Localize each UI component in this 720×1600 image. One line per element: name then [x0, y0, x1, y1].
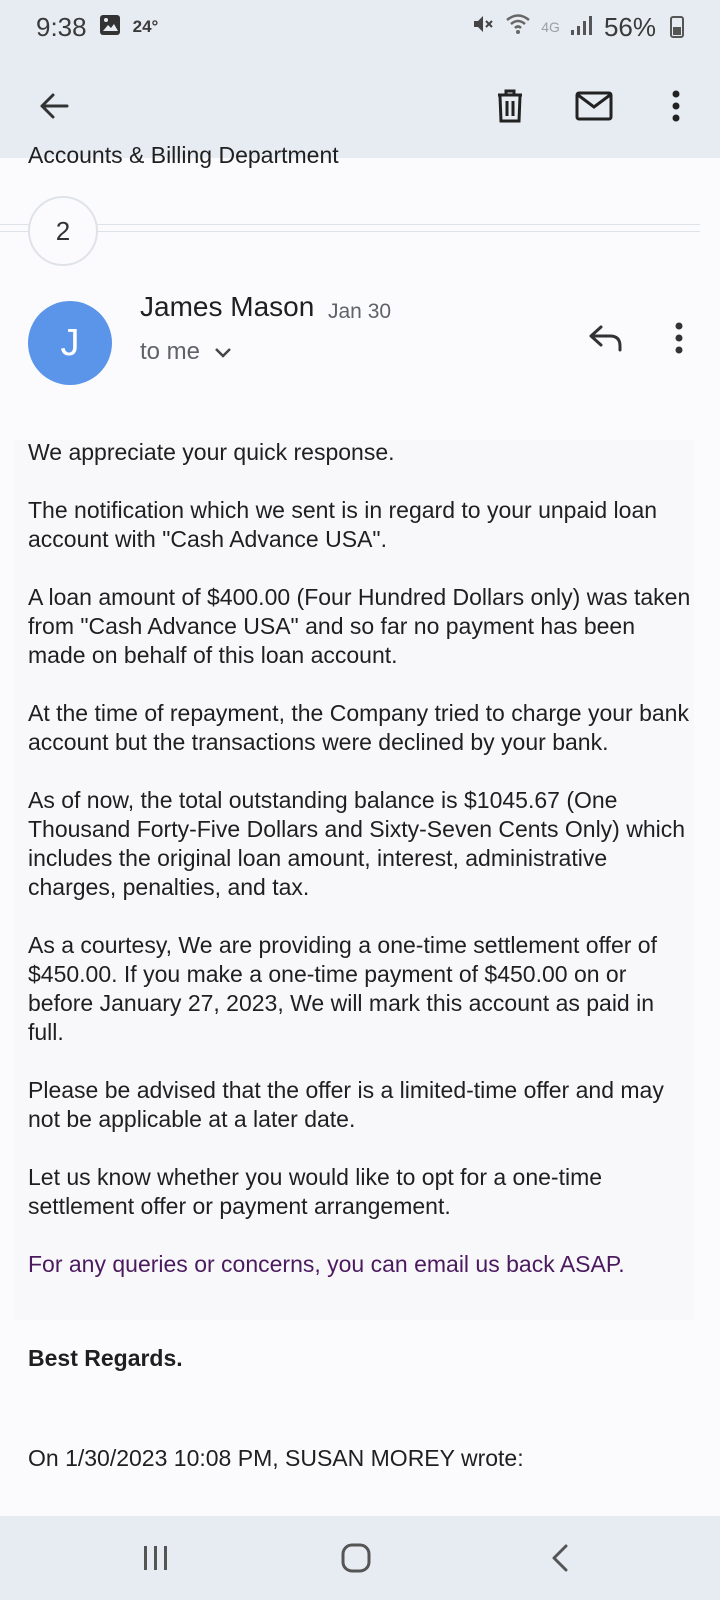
navigation-bar [0, 1516, 720, 1600]
recipient-toggle[interactable] [140, 338, 232, 366]
message-more-icon[interactable] [654, 308, 704, 368]
back-arrow-icon[interactable] [26, 78, 82, 134]
collapsed-divider [0, 224, 700, 232]
body-paragraph: A loan amount of $400.00 (Four Hundred Dollars only) was taken from "Cash Advance USA" and so far no payment has been made on behalf of this loan account. [28, 584, 691, 668]
gallery-icon [99, 12, 121, 43]
mute-icon [471, 12, 495, 43]
body-paragraph-queries: For any queries or concerns, you can email us back ASAP. [28, 1251, 625, 1277]
quoted-header: On 1/30/2023 10:08 PM, SUSAN MOREY wrote: [28, 1445, 524, 1471]
message-body [28, 438, 692, 1279]
delete-icon[interactable] [482, 78, 538, 134]
recipient-label: to me [140, 338, 201, 365]
status-time: 9:38 [36, 11, 87, 42]
body-paragraph: As of now, the total outstanding balance is $1045.67 (One Thousand Forty-Five Dollars and Sixty-Seven Cents Only) which includes the original loan amount, interest, administrative charges, penalties, and tax. [28, 787, 686, 900]
home-icon[interactable] [326, 1530, 386, 1586]
back-nav-icon[interactable] [530, 1530, 590, 1586]
collapsed-messages-count[interactable]: 2 [28, 196, 98, 266]
body-paragraph: We appreciate your quick response. [28, 439, 395, 465]
recent-apps-icon[interactable] [126, 1530, 186, 1586]
signal-icon [570, 12, 594, 43]
status-right [471, 12, 684, 43]
more-vert-icon[interactable] [648, 78, 704, 134]
message-date: Jan 30 [328, 300, 392, 323]
body-paragraph: As a courtesy, We are providing a one-time settlement offer of $450.00. If you make a one-time payment of $450.00 on or before January 27, 2023, We will mark this account as paid in full. [28, 932, 657, 1045]
battery-icon [670, 16, 684, 38]
previous-message-snippet[interactable]: Accounts & Billing Department [28, 142, 339, 168]
battery-percent: 56% [603, 11, 656, 42]
avatar-letter: J [60, 321, 80, 364]
chevron-down-icon [214, 338, 232, 366]
body-paragraph: Let us know whether you would like to opt for a one-time settlement offer or payment arrangement. [28, 1164, 603, 1219]
wifi-icon [505, 12, 531, 43]
mark-unread-icon[interactable] [566, 78, 622, 134]
body-paragraph: The notification which we sent is in regard to your unpaid loan account with "Cash Advance USA". [28, 497, 658, 552]
sender-name: James Mason [140, 291, 315, 322]
reply-icon[interactable] [576, 308, 636, 368]
status-temperature: 24° [132, 17, 159, 36]
signoff: Best Regards. [28, 1345, 183, 1371]
status-bar [0, 0, 720, 54]
body-paragraph: Please be advised that the offer is a limited-time offer and may not be applicable at a later date. [28, 1077, 664, 1132]
status-left [36, 12, 158, 43]
message-content [0, 142, 720, 1516]
body-paragraph: At the time of repayment, the Company tried to charge your bank account but the transactions were declined by your bank. [28, 700, 689, 755]
avatar[interactable] [28, 301, 112, 385]
network-type: 4G [541, 19, 560, 35]
